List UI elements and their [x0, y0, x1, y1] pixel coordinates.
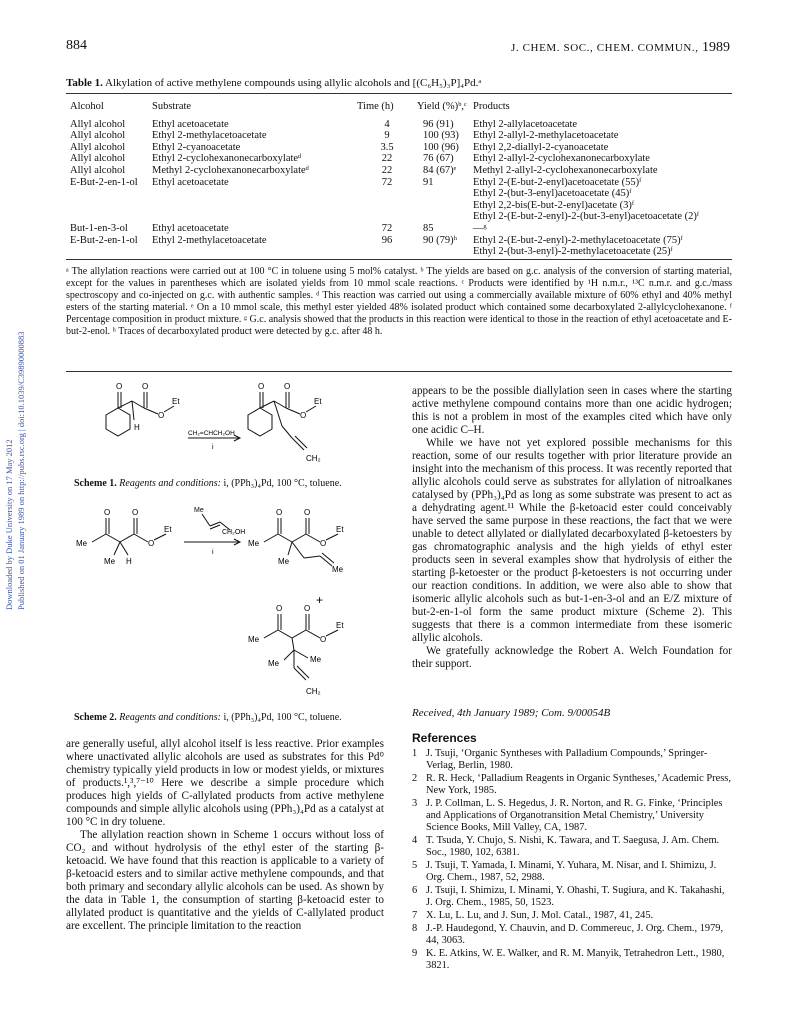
table-row: [70, 235, 730, 247]
header-substrate: Substrate: [152, 101, 192, 112]
cell-products: Ethyl 2-allyl-2-methylacetoacetate: [473, 130, 619, 142]
cell-substrate: Ethyl acetoacetate: [152, 118, 229, 130]
table-row: [70, 177, 730, 189]
s1-ester-o: O: [158, 411, 165, 420]
cell-substrate: [152, 188, 357, 200]
cell-alcohol: [70, 188, 152, 200]
s2-plus: +: [316, 593, 324, 607]
reference-number: 8: [412, 923, 418, 934]
cell-time: 9: [384, 130, 390, 142]
download-watermark: [4, 250, 26, 610]
reference-item: [412, 885, 732, 909]
table-top-rule: [66, 93, 732, 94]
cell-products: Ethyl 2-(E-but-2-enyl)-2-(but-3-enyl)acetoacetate (2)ᶠ: [473, 211, 700, 223]
table-caption: [66, 77, 481, 89]
table-caption-label: Table 1.: [66, 77, 103, 89]
cell-time: [357, 211, 417, 223]
s1-et2: Et: [314, 397, 322, 406]
cell-time: 4: [384, 118, 390, 130]
cell-alcohol: Allyl alcohol: [70, 118, 126, 130]
s1-et: Et: [172, 397, 180, 406]
cell-products: Ethyl 2-allylacetoacetate: [473, 118, 578, 130]
cell-time: [357, 246, 417, 258]
s2-ch2oh: CH₂OH: [222, 529, 246, 536]
reference-item: [412, 910, 732, 922]
table-row: [70, 200, 730, 212]
cell-time: 96: [381, 234, 393, 246]
cell-substrate: Ethyl 2-cyanoacetate: [152, 141, 241, 153]
left-paragraph-2: The allylation reaction shown in Scheme 1 occurs without loss of CO₂ and without hydrolysis of the ethyl ester of the starting β-ketoacid. We have found that this reaction is applicable to a variety of β-ketoacid esters and to similar active methylene compounds, and that both primary and secondary allylic alcohols can be used. As shown by the data in Table 1, the consumption of starting β-ketoacid ester to allylated product is quantitative and the yields of C-allylated product are excellent. The principle limitation to the reaction: [66, 829, 384, 932]
cell-alcohol: Allyl alcohol: [70, 153, 126, 165]
table-row: [70, 211, 730, 223]
cell-substrate: Ethyl 2-methylacetoacetate: [152, 130, 267, 142]
table-row: [70, 223, 730, 235]
table-header-row: [70, 101, 730, 119]
cell-alcohol: Allyl alcohol: [70, 164, 126, 176]
references-heading: References: [412, 731, 477, 745]
s1-h: H: [134, 423, 140, 432]
scheme2-caption-cond: i, (PPh₃)₄Pd, 100 °C, toluene.: [223, 712, 342, 723]
reference-number: 6: [412, 885, 418, 896]
reference-number: 7: [412, 910, 418, 921]
cell-yield: [417, 200, 473, 212]
reference-text: J. Tsuji, T. Yamada, I. Minami, Y. Yuhara, M. Nisar, and I. Shimizu, J. Org. Chem., 1987, 52, 2988.: [426, 860, 717, 883]
s2-p2-ester-o: O: [320, 635, 327, 644]
scheme1-caption: [74, 478, 342, 489]
s1-reagent: CH₂=CHCH₂OH: [188, 430, 235, 437]
right-column: [412, 385, 732, 671]
reference-text: J.-P. Haudegond, Y. Chauvin, and D. Commereuc, J. Org. Chem., 1979, 44, 3063.: [426, 923, 724, 946]
references-list: [412, 748, 732, 973]
header-yield: Yield (%)ᵇ,ᶜ: [417, 101, 467, 112]
header-products: Products: [473, 101, 510, 112]
cell-alcohol: Allyl alcohol: [70, 141, 126, 153]
table-row: [70, 119, 730, 131]
reference-item: [412, 798, 732, 834]
s2-p2-me: Me: [248, 635, 260, 644]
s2-p1-me: Me: [248, 539, 260, 548]
download-notice: Downloaded by Duke University on 17 May 2012: [4, 439, 14, 610]
s1-step: i: [212, 444, 214, 451]
cell-substrate: [152, 200, 357, 212]
s2-et: Et: [164, 525, 172, 534]
cell-products: Ethyl 2-(E-but-2-enyl)acetoacetate (55)ᶠ: [473, 176, 642, 188]
cell-yield: 96 (91): [423, 118, 454, 130]
s2-p1-me3: Me: [332, 565, 344, 574]
cell-yield: 100 (93): [423, 130, 459, 142]
cell-alcohol: E-But-2-en-1-ol: [70, 176, 138, 188]
cell-substrate: Ethyl 2-cyclohexanonecarboxylateᵈ: [152, 153, 302, 165]
s2-p2-me3: Me: [310, 655, 322, 664]
table-caption-text: Alkylation of active methylene compounds using allylic alcohols and [(C₆H₅)₃P]₄Pd.ᵃ: [105, 77, 482, 89]
table-row: [70, 130, 730, 142]
right-paragraph-3: We gratefully acknowledge the Robert A. Welch Foundation for their support.: [412, 645, 732, 670]
right-paragraph-2: While we have not yet explored possible mechanisms for this reaction, some of our results together with prior literature provide an insight into the mechanism of this process. It was recently reported that allylic alcohols could serve as substrates for allylation of nitroalkanes catalysed by (PPh₃)₄Pd as long as some substrate was present to act as a dehydrating agent.¹¹ While the β-ketoacid ester could conceivably have served the same purpose in these reactions, the fact that we were unable to detect allylated or diallylated decarboxylated β-ketoesters by gas chromatographic analysis and the high yields of ethyl ester products seen in several examples show that hydrolysis of either the starting β-ketoester or the product β-ketoesters is not occurring under our reaction conditions. In addition, we were also able to show that isomeric allylic alcohols such as but-1-en-3-ol and an E/Z mixture of but-2-en-1-ol form the same product mixture (Scheme 2). This suggests that there is a common intermediate from these isomeric allylic alcohols.: [412, 437, 732, 644]
reference-item: [412, 835, 732, 859]
cell-time: 72: [381, 176, 393, 188]
table-row: [70, 165, 730, 177]
scheme1-diagram: [70, 376, 390, 472]
table-bottom-rule: [66, 259, 732, 260]
scheme1-caption-label: Scheme 1.: [74, 478, 117, 489]
table-row: [70, 153, 730, 165]
cell-yield: 90 (79)ʰ: [423, 234, 457, 246]
cell-alcohol: But-1-en-3-ol: [70, 222, 128, 234]
footnote-rule: [66, 371, 732, 372]
cell-substrate: Ethyl 2-methylacetoacetate: [152, 234, 267, 246]
cell-time: 72: [381, 222, 393, 234]
journal-name: J. CHEM. SOC., CHEM. COMMUN.,: [511, 42, 699, 54]
right-paragraph-1: appears to be the possible diallylation seen in cases where the starting active methylene compound contains more than one acidic hydrogen; this is not a problem in most of the examples cited which have only one acidic C–H.: [412, 385, 732, 436]
s2-p1-o2: O: [304, 508, 311, 517]
header-time: Time (h): [357, 101, 394, 112]
cell-alcohol: [70, 200, 152, 212]
reference-number: 2: [412, 773, 418, 784]
page-number: 884: [66, 38, 87, 53]
cell-products: Ethyl 2,2-diallyl-2-cyanoacetate: [473, 141, 609, 153]
table-row: [70, 246, 730, 258]
table-footnotes: ᵃ The allylation reactions were carried out at 100 °C in toluene using 5 mol% catalyst. ᵇ The yields are based on g.c. analysis of the conversion of starting material, except for the values in parentheses which are isolated yields from 10 mmol scale reactions. ᶜ Products were identified by ¹H n.m.r., ¹³C n.m.r. and g.c./mass spectroscopy and co-injected on g.c. with authentic samples. ᵈ This reaction was carried out using a commercially available mixture of 60% ethyl and 40% methyl esters of the starting material. ᵉ On a 10 mmol scale, this methyl ester yielded 48% isolated product which contained some decarboxylated 2-allylcyclohexanone. ᶠ Percentage composition in product mixture. ᵍ G.c. analysis showed that the products in this reaction were identical to those in the reaction of ethyl acetoacetate and E-but-2-enol. ʰ Traces of decarboxylated product were detected by g.c. after 48 h.: [66, 266, 732, 337]
cell-products: —ᵍ: [473, 222, 487, 234]
s1-ch2: CH₂: [306, 454, 321, 463]
cell-yield: [417, 211, 473, 223]
scheme2-caption: [74, 712, 342, 723]
cell-alcohol: [70, 246, 152, 258]
s1-o4: O: [284, 382, 291, 391]
header-alcohol: Alcohol: [70, 101, 104, 112]
cell-substrate: [152, 246, 357, 258]
cell-yield: [417, 246, 473, 258]
cell-products: Methyl 2-allyl-2-cyclohexanonecarboxylate: [473, 164, 658, 176]
cell-time: [357, 200, 417, 212]
scheme2-caption-text: Reagents and conditions:: [119, 712, 221, 723]
cell-alcohol: E-But-2-en-1-ol: [70, 234, 138, 246]
reference-text: K. E. Atkins, W. E. Walker, and R. M. Manyik, Tetrahedron Lett., 1980, 3821.: [426, 948, 725, 971]
s2-o2: O: [132, 508, 139, 517]
reference-number: 4: [412, 835, 418, 846]
s1-o1: O: [116, 382, 123, 391]
reference-number: 1: [412, 748, 418, 759]
reference-text: T. Tsuda, Y. Chujo, S. Nishi, K. Tawara, and T. Saegusa, J. Am. Chem. Soc., 1980, 102, 6381.: [426, 835, 720, 858]
s2-o1: O: [104, 508, 111, 517]
cell-substrate: Ethyl acetoacetate: [152, 222, 229, 234]
s2-p2-et: Et: [336, 621, 344, 630]
reference-text: J. P. Collman, L. S. Hegedus, J. R. Norton, and R. G. Finke, ‘Principles and Applications of Organotransition Metal Chemistry,’ University Science Books, Mill Valley, CA, 1987.: [426, 798, 723, 833]
table-row: [70, 142, 730, 154]
cell-time: [357, 188, 417, 200]
cell-yield: 85: [423, 222, 434, 234]
reference-text: X. Lu, L. Lu, and J. Sun, J. Mol. Catal., 1987, 41, 245.: [426, 910, 654, 921]
s2-p1-et: Et: [336, 525, 344, 534]
left-paragraph-1: are generally useful, allyl alcohol itself is less reactive. Prior examples where unactivated allylic alcohols are used as substrates for this Pd⁰ chemistry typically yield products in low or modest yields, or mixtures of products.¹,³,⁷⁻¹⁰ Here we describe a simple procedure which produces high yields of C-allylated products from active methylene compounds and simple allylic alcohols using (PPh₃)₄Pd as a catalyst at 100 °C in dry toluene.: [66, 738, 384, 828]
s2-me: Me: [76, 539, 88, 548]
cell-time: 22: [381, 164, 393, 176]
received-line: Received, 4th January 1989; Com. 9/00054B: [412, 707, 611, 719]
cell-products: Ethyl 2-allyl-2-cyclohexanonecarboxylate: [473, 153, 650, 165]
journal-year: 1989: [702, 40, 730, 55]
cell-products: Ethyl 2,2-bis(E-but-2-enyl)acetate (3)ᶠ: [473, 199, 635, 211]
cell-yield: 76 (67): [423, 153, 454, 165]
s2-ester-o: O: [148, 539, 155, 548]
reference-text: J. Tsuji, ‘Organic Syntheses with Palladium Compounds,’ Springer-Verlag, Berlin, 1980.: [426, 748, 708, 771]
s2-me2: Me: [104, 557, 116, 566]
alkylation-table: [70, 101, 730, 258]
reference-item: [412, 923, 732, 947]
cell-products: Ethyl 2-(E-but-2-enyl)-2-methylacetoacetate (75)ᶠ: [473, 234, 683, 246]
scheme1-caption-cond: i, (PPh₃)₄Pd, 100 °C, toluene.: [223, 478, 342, 489]
journal-header: [511, 40, 730, 56]
s2-p1-o1: O: [276, 508, 283, 517]
cell-substrate: Methyl 2-cyclohexanonecarboxylateᵈ: [152, 164, 309, 176]
s2-p2-o1: O: [276, 604, 283, 613]
s1-ester-o2: O: [300, 411, 307, 420]
scheme2-diagram: [70, 500, 390, 706]
cell-substrate: [152, 211, 357, 223]
cell-time: 3.5: [380, 141, 394, 153]
reference-item: [412, 748, 732, 772]
table-row: [70, 188, 730, 200]
cell-yield: 84 (67)ᵉ: [423, 164, 457, 176]
reference-number: 5: [412, 860, 418, 871]
cell-products: Ethyl 2-(but-3-enyl)acetoacetate (45)ᶠ: [473, 188, 632, 200]
cell-yield: 91: [423, 176, 434, 188]
reference-text: J. Tsuji, I. Shimizu, I. Minami, Y. Ohashi, T. Sugiura, and K. Takahashi, J. Org. Chem., 1985, 50, 1523.: [426, 885, 725, 908]
s1-o2: O: [142, 382, 149, 391]
cell-yield: 100 (96): [423, 141, 459, 153]
cell-yield: [417, 188, 473, 200]
cell-time: 22: [381, 153, 393, 165]
s2-p1-me2: Me: [278, 557, 290, 566]
s1-o3: O: [258, 382, 265, 391]
reference-item: [412, 860, 732, 884]
scheme2-caption-label: Scheme 2.: [74, 712, 117, 723]
doi-notice: Published on 01 January 1989 on http://pubs.rsc.org | doi:10.1039/C39890000883: [16, 331, 26, 610]
cell-alcohol: [70, 211, 152, 223]
s2-step: i: [212, 549, 214, 556]
s2-h: H: [126, 557, 132, 566]
s2-p2-o2: O: [304, 604, 311, 613]
scheme1-caption-text: Reagents and conditions:: [119, 478, 221, 489]
cell-products: Ethyl 2-(but-3-enyl)-2-methylacetoacetate (25)ᶠ: [473, 246, 673, 258]
s2-p2-ch2: CH₂: [306, 687, 321, 696]
left-column: [66, 738, 384, 933]
s2-reagent-me: Me: [194, 507, 204, 514]
reference-item: [412, 773, 732, 797]
reference-number: 9: [412, 948, 418, 959]
cell-alcohol: Allyl alcohol: [70, 130, 126, 142]
cell-substrate: Ethyl acetoacetate: [152, 176, 229, 188]
reference-text: R. R. Heck, ‘Palladium Reagents in Organic Syntheses,’ Academic Press, New York, 1985.: [426, 773, 731, 796]
s2-p2-me2: Me: [268, 659, 280, 668]
reference-number: 3: [412, 798, 418, 809]
s2-p1-ester-o: O: [320, 539, 327, 548]
reference-item: [412, 948, 732, 972]
